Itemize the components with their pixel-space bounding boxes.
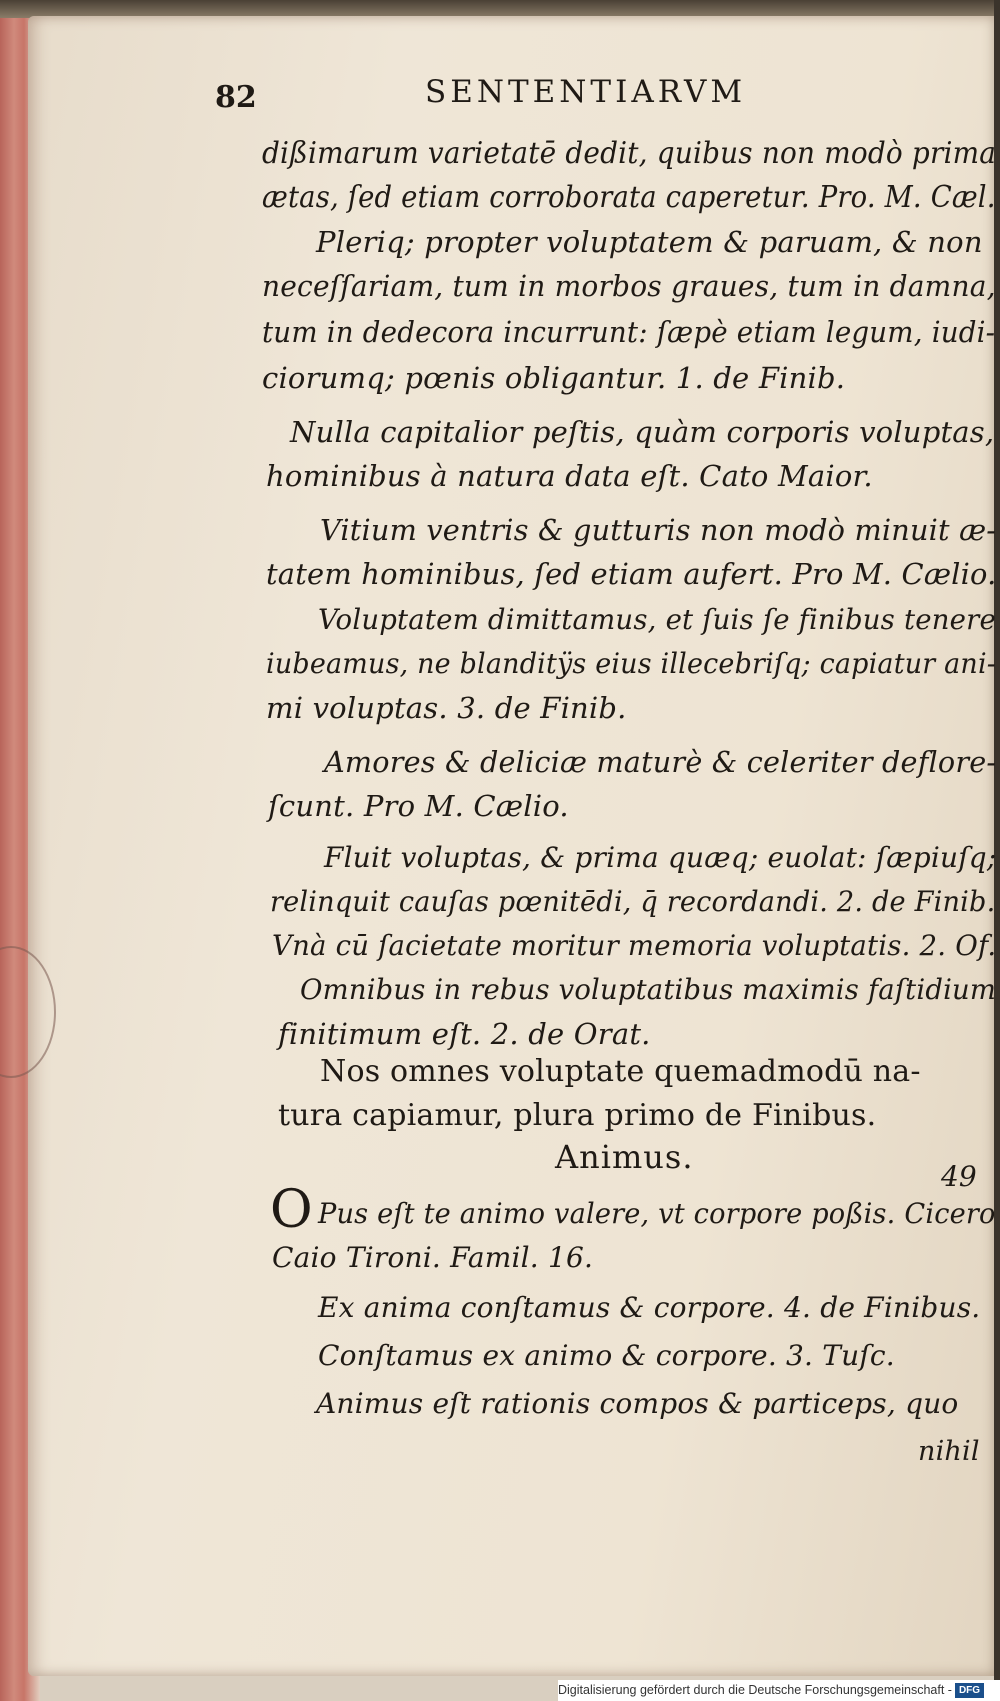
text-line: ætas, ſed etiam corroborata caperetur. Pro. M. Cæl. bbox=[262, 180, 996, 215]
text-line: ciorumq; pœnis obligantur. 1. de Finib. bbox=[262, 361, 846, 395]
page-number: 82 bbox=[215, 80, 257, 115]
dfg-logo: DFG bbox=[955, 1683, 984, 1698]
margin-number: 49 bbox=[941, 1160, 977, 1193]
section-heading: Animus. bbox=[555, 1138, 694, 1176]
text-line: Amores & deliciæ maturè & celeriter deflore- bbox=[324, 745, 997, 779]
text-line: Pus eſt te animo valere, vt corpore poßis. Cicero bbox=[318, 1197, 996, 1230]
text-line: Nulla capitalior peſtis, quàm corporis voluptas, bbox=[290, 415, 995, 449]
text-line: hominibus à natura data eſt. Cato Maior. bbox=[266, 459, 873, 493]
text-line: Vnà cū ſacietate moritur memoria voluptatis. 2. Of. bbox=[272, 929, 997, 962]
text-line: ſcunt. Pro M. Cælio. bbox=[268, 789, 569, 823]
footer-text: Digitalisierung gefördert durch die Deutsche Forschungsgemeinschaft - bbox=[558, 1683, 952, 1697]
text-line: Conſtamus ex animo & corpore. 3. Tuſc. bbox=[318, 1339, 895, 1372]
text-line: iubeamus, ne blanditÿs eius illecebriſq; capiatur ani- bbox=[266, 647, 997, 680]
text-line: dißimarum varietatē dedit, quibus non modò prima bbox=[262, 136, 997, 171]
text-line: Fluit voluptas, & prima quæq; euolat: ſæpiuſq; bbox=[324, 841, 997, 874]
running-title: SENTENTIARVM bbox=[425, 74, 747, 110]
text-line: Ex anima conſtamus & corpore. 4. de Finibus. bbox=[318, 1291, 981, 1324]
text-line: neceſſariam, tum in morbos graues, tum in damna, bbox=[262, 269, 996, 303]
text-line: tura capiamur, plura primo de Finibus. bbox=[278, 1098, 877, 1133]
text-line: mi voluptas. 3. de Finib. bbox=[266, 691, 627, 725]
text-line: Caio Tironi. Famil. 16. bbox=[272, 1241, 594, 1274]
text-line: Voluptatem dimittamus, et ſuis ſe finibus tenere bbox=[318, 603, 996, 636]
text-line: Animus eſt rationis compos & particeps, quo bbox=[316, 1387, 959, 1420]
text-line: Nos omnes voluptate quemadmodū na- bbox=[320, 1054, 921, 1089]
text-line: Vitium ventris & gutturis non modò minuit æ- bbox=[320, 513, 997, 547]
text-line: nihil bbox=[918, 1436, 980, 1467]
text-line: relinquit cauſas pœnitēdi, q̄ recordandi. 2. de Finib. bbox=[270, 885, 996, 918]
text-line: Pleriq; propter voluptatem & paruam, & non bbox=[316, 225, 983, 259]
drop-capital: O bbox=[270, 1180, 313, 1240]
text-line: finitimum eſt. 2. de Orat. bbox=[278, 1017, 651, 1051]
text-line: tum in dedecora incurrunt: ſæpè etiam legum, iudi- bbox=[262, 315, 996, 349]
text-line: Omnibus in rebus voluptatibus maximis faſtidium bbox=[300, 973, 997, 1006]
text-line: tatem hominibus, ſed etiam aufert. Pro M. Cælio. bbox=[266, 557, 997, 591]
footer-credit bbox=[558, 1680, 1000, 1701]
